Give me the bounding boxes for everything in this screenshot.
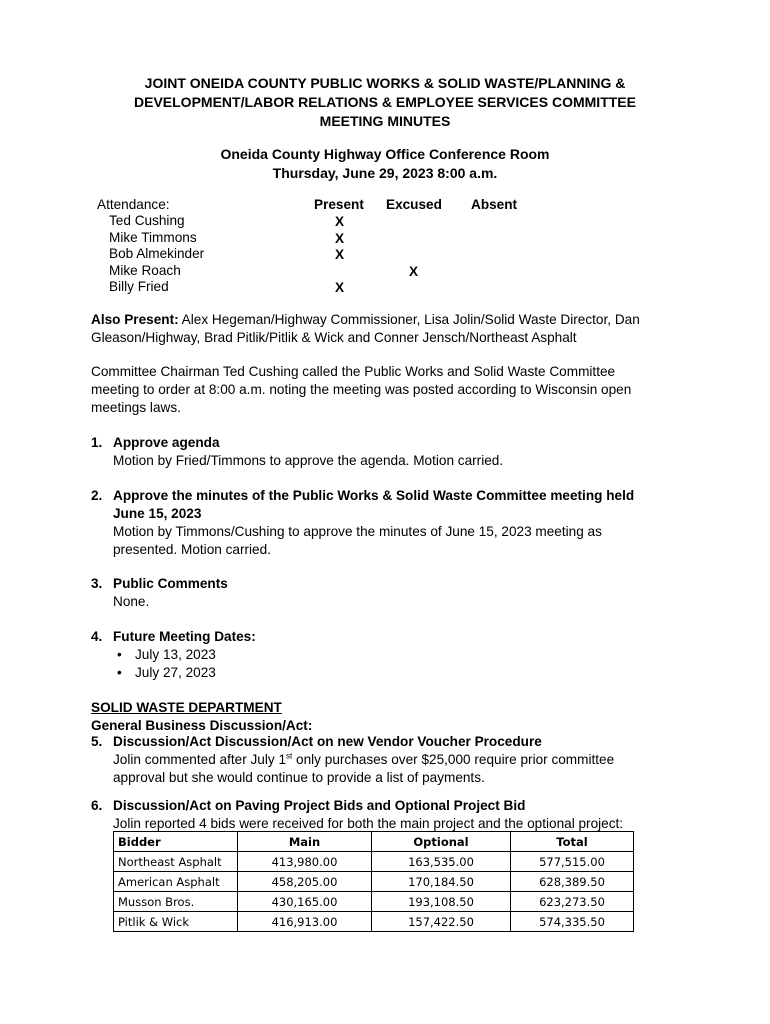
call-to-order-paragraph: Committee Chairman Ted Cushing called the Public Works and Solid Waste Committee meeting to order at 8:00 a.m. noting the meeting was posted according to Wisconsin open meetings laws. — [91, 364, 632, 415]
item-body: None. — [113, 594, 150, 609]
list-item — [113, 646, 673, 664]
item-number: 6. — [91, 798, 103, 813]
present-mark: X — [335, 214, 345, 229]
present-header: Present — [314, 197, 364, 212]
present-mark: X — [335, 231, 345, 246]
bidder-cell: Pitlik & Wick — [114, 912, 238, 932]
ordinal-suffix: st — [286, 751, 293, 761]
bullet-icon: • — [117, 665, 122, 680]
item-title: Approve agenda — [113, 435, 220, 450]
excused-header: Excused — [386, 197, 442, 212]
total-cell: 574,335.50 — [511, 912, 634, 932]
agenda-item-3 — [113, 575, 673, 611]
title-line-2: DEVELOPMENT/LABOR RELATIONS & EMPLOYEE SERVICES COMMITTEE — [134, 94, 636, 110]
meeting-dates-list — [113, 646, 673, 682]
excused-mark: X — [409, 264, 419, 279]
optional-cell: 157,422.50 — [372, 912, 511, 932]
item-title: Discussion/Act Discussion/Act on new Vendor Voucher Procedure — [113, 734, 542, 749]
bullet-icon: • — [117, 647, 122, 662]
column-header: Optional — [372, 832, 511, 852]
title-line-3: MEETING MINUTES — [319, 113, 451, 129]
member-name: Billy Fried — [109, 279, 169, 295]
member-name: Bob Almekinder — [109, 246, 205, 262]
section-subheading: General Business Discussion/Act: — [91, 718, 313, 733]
agenda-item-5 — [113, 733, 653, 787]
section-heading: SOLID WASTE DEPARTMENT — [91, 700, 282, 715]
also-present-paragraph — [91, 311, 681, 347]
item-number: 1. — [91, 435, 103, 450]
agenda-item-4 — [113, 628, 673, 682]
main-cell: 430,165.00 — [238, 892, 372, 912]
absent-header: Absent — [471, 197, 518, 212]
item-title: Discussion/Act on Paving Project Bids and Optional Project Bid — [113, 798, 526, 813]
item-body-text: only purchases over $25,000 require prior committee approval but she would continue to provide a list of payments. — [113, 752, 615, 785]
item-number: 5. — [91, 734, 103, 749]
table-row — [114, 872, 634, 892]
main-cell: 416,913.00 — [238, 912, 372, 932]
column-header: Main — [238, 832, 372, 852]
total-cell: 628,389.50 — [511, 872, 634, 892]
item-number: 2. — [91, 488, 103, 503]
item-number: 3. — [91, 576, 103, 591]
column-header: Total — [511, 832, 634, 852]
item-title: Future Meeting Dates: — [113, 629, 256, 644]
bidder-cell: American Asphalt — [114, 872, 238, 892]
bidder-cell: Northeast Asphalt — [114, 852, 238, 872]
table-row — [114, 892, 634, 912]
total-cell: 623,273.50 — [511, 892, 634, 912]
document-title — [60, 74, 710, 131]
meeting-date-item: July 13, 2023 — [135, 647, 216, 662]
table-row — [114, 912, 634, 932]
agenda-item-1 — [113, 434, 673, 470]
present-mark: X — [335, 247, 345, 262]
meeting-location: Oneida County Highway Office Conference Room — [220, 146, 550, 162]
attendance-block — [0, 196, 770, 306]
meeting-date: Thursday, June 29, 2023 8:00 a.m. — [272, 165, 498, 181]
member-names — [109, 213, 204, 296]
column-header: Bidder — [114, 832, 238, 852]
item-title: Approve the minutes of the Public Works & Solid Waste Committee meeting held June 15, 2023 — [113, 488, 635, 521]
agenda-item-2 — [113, 487, 653, 559]
meeting-date-item: July 27, 2023 — [135, 665, 216, 680]
total-cell: 577,515.00 — [511, 852, 634, 872]
also-present-text: Alex Hegeman/Highway Commissioner, Lisa Jolin/Solid Waste Director, Dan Gleason/Highway, Brad Pitlik/Pitlik & Wick and Conner Jensch/Northeast Asphalt — [91, 312, 640, 345]
section-heading-block — [91, 699, 691, 735]
main-cell: 458,205.00 — [238, 872, 372, 892]
meeting-info — [60, 145, 710, 183]
optional-cell: 193,108.50 — [372, 892, 511, 912]
present-mark: X — [335, 280, 345, 295]
optional-cell: 170,184.50 — [372, 872, 511, 892]
item-body: Motion by Fried/Timmons to approve the agenda. Motion carried. — [113, 453, 504, 468]
item-body-text: Jolin commented after July 1 — [113, 752, 287, 767]
bids-table — [113, 831, 634, 932]
member-name: Mike Timmons — [109, 229, 197, 245]
also-present-label: Also Present: — [91, 312, 179, 327]
item-title: Public Comments — [113, 576, 228, 591]
item-body: Jolin reported 4 bids were received for both the main project and the optional project: — [113, 816, 624, 831]
bidder-cell: Musson Bros. — [114, 892, 238, 912]
main-cell: 413,980.00 — [238, 852, 372, 872]
agenda-item-6 — [113, 797, 673, 833]
list-item — [113, 664, 673, 682]
title-line-1: JOINT ONEIDA COUNTY PUBLIC WORKS & SOLID WASTE/PLANNING & — [144, 75, 626, 91]
optional-cell: 163,535.00 — [372, 852, 511, 872]
table-row — [114, 852, 634, 872]
item-number: 4. — [91, 629, 103, 644]
member-name: Ted Cushing — [109, 213, 185, 228]
table-header-row — [114, 832, 634, 852]
attendance-label: Attendance: — [97, 197, 170, 212]
item-body: Motion by Timmons/Cushing to approve the minutes of June 15, 2023 meeting as presented. Motion carried. — [113, 524, 602, 557]
member-name: Mike Roach — [109, 262, 181, 278]
item-body — [113, 751, 653, 787]
